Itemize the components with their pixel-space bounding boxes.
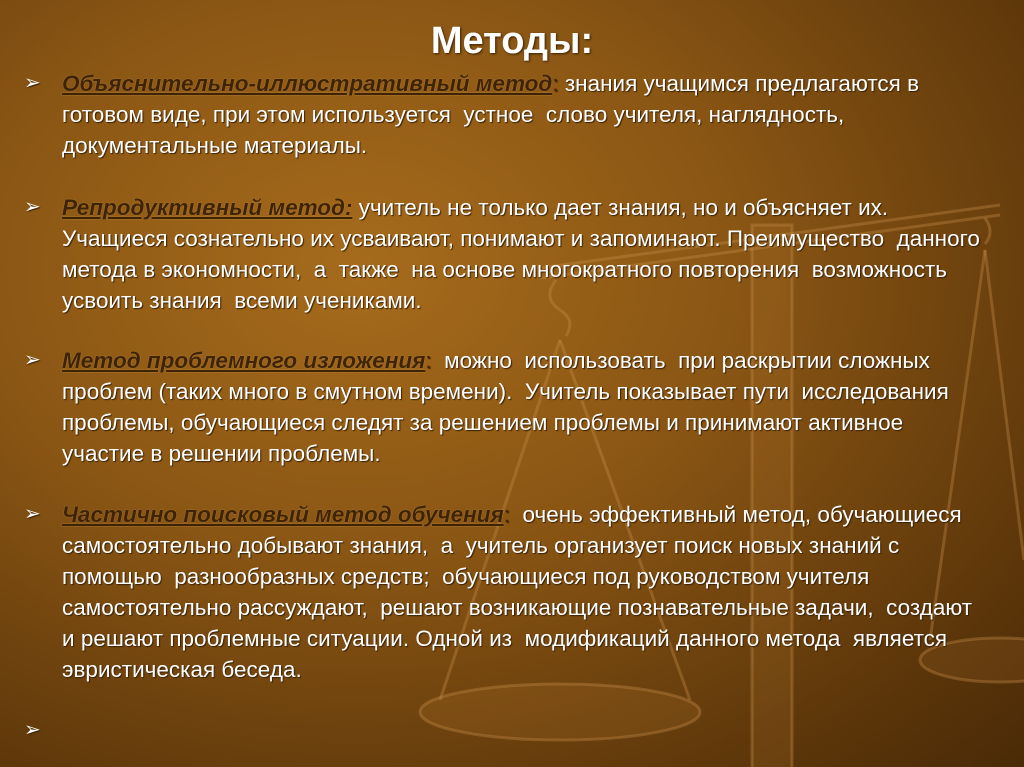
method-term: Объяснительно-иллюстративный метод — [62, 71, 553, 96]
method-description: можно использовать при раскрытии сложных проблем (таких много в смутном времени). Учитель показывает пути исследования проблемы, обучающиеся следят за решением проблемы и принимают активное участие в решении проблемы. — [62, 348, 956, 466]
term-separator: : — [425, 348, 432, 373]
method-description: учитель не только дает знания, но и объясняет их. Учащиеся сознательно их усваивают, понимают и запоминают. Преимущество данного метода в экономности, а также на основе многократного повторения возможность усвоить знания всеми учениками. — [62, 195, 987, 313]
arrow-bullet-icon: ➢ — [24, 503, 41, 525]
method-description: знания учащимся предлагаются в готовом виде, при этом используется устное слово учителя, наглядность, документальные материалы. — [62, 71, 926, 158]
method-term: Метод проблемного изложения — [62, 348, 426, 373]
method-item-explanatory — [24, 68, 984, 161]
arrow-bullet-icon: ➢ — [24, 349, 41, 371]
method-item-problem — [24, 345, 984, 469]
slide-title: Методы: — [430, 20, 594, 62]
method-term: Репродуктивный метод: — [62, 195, 353, 220]
method-term: Частично поисковый метод обучения — [62, 502, 504, 527]
arrow-bullet-icon: ➢ — [24, 72, 41, 94]
arrow-bullet-icon: ➢ — [24, 196, 41, 218]
term-separator: : — [552, 71, 559, 96]
method-item-partial-search — [24, 499, 984, 685]
method-description: очень эффективный метод, обучающиеся самостоятельно добывают знания, а учитель организует поиск новых знаний с помощью разнообразных средств; обучающиеся под руководством учителя самостоятельно рассуждают, решают возникающие познавательные задачи, создают и решают проблемные ситуации. Одной из модификаций данного метода является эвристическая беседа. — [62, 502, 979, 682]
term-separator: : — [503, 502, 510, 527]
arrow-bullet-icon: ➢ — [24, 719, 41, 741]
method-item-reproductive — [24, 192, 987, 316]
